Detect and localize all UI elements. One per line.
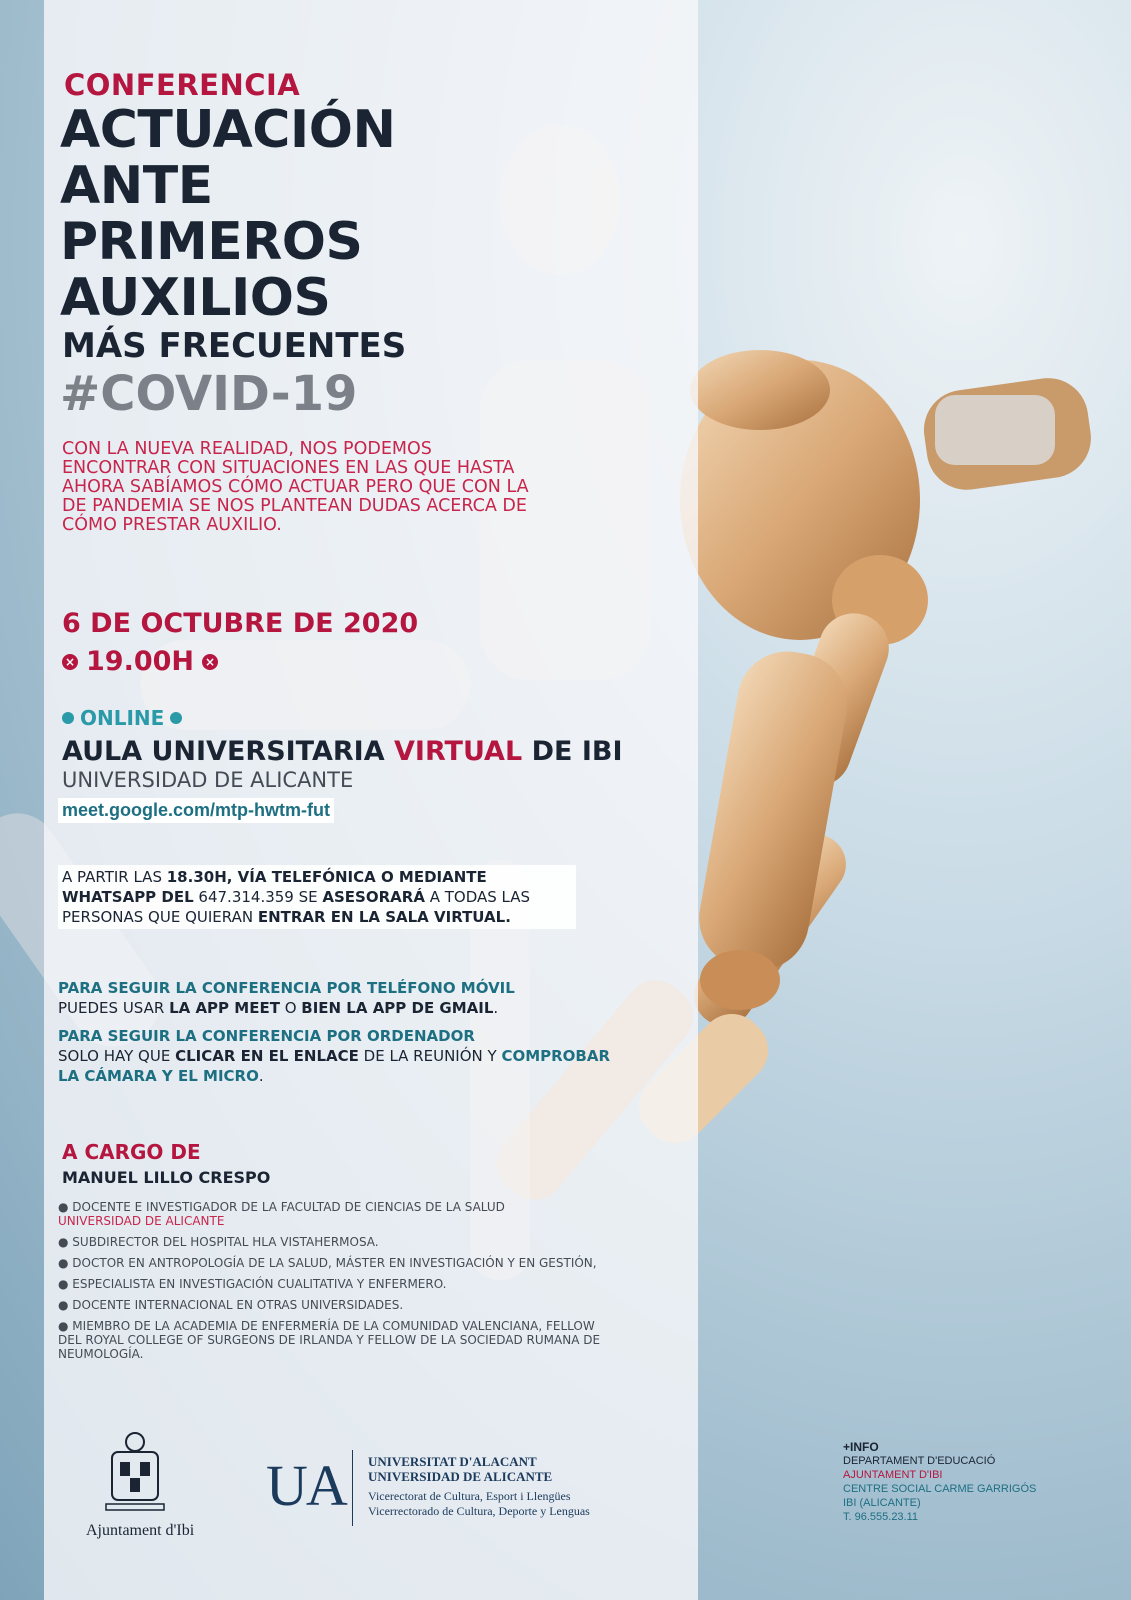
bio-item-text: DOCENTE E INVESTIGADOR DE LA FACULTAD DE CIENCIAS DE LA SALUD (72, 1200, 505, 1214)
title-line-2: ANTE (60, 156, 213, 216)
title-line-4: AUXILIOS (60, 268, 331, 328)
assist-p1: A PARTIR LAS (62, 868, 167, 886)
bio-item: ● DOCTOR EN ANTROPOLOGÍA DE LA SALUD, MÁSTER EN INVESTIGACIÓN Y EN GESTIÓN, (58, 1256, 618, 1270)
venue-part-1: AULA UNIVERSITARIA (62, 736, 395, 767)
assist-p5: A TODAS LAS PERSONAS QUE QUIERAN (62, 888, 531, 926)
ua-line-2: UNIVERSIDAD DE ALICANTE (368, 1469, 553, 1484)
computer-t2: CLICAR EN EL ENLACE (175, 1047, 359, 1065)
meet-link[interactable]: meet.google.com/mtp-hwtm-fut (58, 798, 334, 823)
computer-text (58, 1046, 618, 1086)
computer-t3: DE LA REUNIÓN Y (358, 1047, 502, 1065)
phone-t2: LA APP MEET (169, 999, 280, 1017)
event-date: 6 DE OCTUBRE DE 2020 (62, 608, 419, 639)
venue-part-3: DE IBI (522, 736, 623, 767)
dot-icon (62, 712, 74, 724)
online-text: ONLINE (80, 706, 165, 730)
online-label (62, 706, 182, 730)
bio-item: ● MIEMBRO DE LA ACADEMIA DE ENFERMERÍA DE LA COMUNIDAD VALENCIANA, FELLOW DEL ROYAL COLLEGE OF SURGEONS DE IRLANDA Y FELLOW DE LA SOCIEDAD RUMANA DE NEUMOLOGÍA. (58, 1319, 618, 1361)
venue-virtual: VIRTUAL (394, 736, 523, 767)
title-line-1: ACTUACIÓN (60, 100, 396, 160)
computer-t4: COMPROBAR LA CÁMARA Y EL MICRO (58, 1047, 611, 1085)
info-ajuntament: AJUNTAMENT D'IBI (843, 1469, 943, 1481)
ua-line-1: UNIVERSITAT D'ALACANT (368, 1454, 537, 1469)
assistance-info (58, 865, 576, 929)
bio-item: ● ESPECIALISTA EN INVESTIGACIÓN CUALITATIVA Y ENFERMERO. (58, 1277, 618, 1291)
assist-phone: 647.314.359 SE (193, 888, 323, 906)
computer-heading: PARA SEGUIR LA CONFERENCIA POR ORDENADOR (58, 1027, 475, 1045)
hashtag: #COVID-19 (60, 366, 358, 422)
computer-instructions (58, 1026, 618, 1086)
bio-item: ● DOCENTE INTERNACIONAL EN OTRAS UNIVERSIDADES. (58, 1298, 618, 1312)
bio-item-university: UNIVERSIDAD DE ALICANTE (58, 1214, 225, 1228)
dot-icon (170, 712, 182, 724)
speaker-bio-list (58, 1200, 618, 1368)
phone-heading: PARA SEGUIR LA CONFERENCIA POR TELÉFONO MÓVIL (58, 979, 515, 997)
assist-p2: 18.30H, VÍA TELEFÓNICA O MEDIANTE WHATSAPP DEL (62, 868, 487, 906)
bio-item: ● SUBDIRECTOR DEL HOSPITAL HLA VISTAHERMOSA. (58, 1235, 618, 1249)
ua-logo: UA (266, 1453, 346, 1518)
event-time (62, 646, 218, 677)
subtitle: MÁS FRECUENTES (62, 326, 407, 366)
x-dot-icon: × (62, 654, 78, 670)
assist-p4: ASESORARÁ (322, 888, 425, 906)
speaker-name: MANUEL LILLO CRESPO (62, 1168, 271, 1187)
divider (352, 1450, 353, 1526)
title-line-3: PRIMEROS (60, 212, 363, 272)
ua-line-3: Vicerectorat de Cultura, Esport i Llengües (368, 1489, 571, 1503)
phone-t3: O (279, 999, 302, 1017)
conference-kicker: CONFERENCIA (64, 68, 301, 102)
venue (62, 736, 623, 767)
computer-t5: . (258, 1067, 264, 1085)
event-time-value: 19.00H (86, 646, 194, 677)
speaker-label: A CARGO DE (62, 1140, 201, 1164)
intro-text: CON LA NUEVA REALIDAD, NOS PODEMOS ENCONTRAR CON SITUACIONES EN LAS QUE HASTA AHORA SABÍAMOS CÓMO ACTUAR PERO QUE CON LA DE PANDEMIA SE NOS PLANTEAN DUDAS ACERCA DE CÓMO PRESTAR AUXILIO. (62, 439, 529, 535)
phone-t4: BIEN LA APP DE GMAIL (301, 999, 494, 1017)
ibi-crest-icon (100, 1430, 170, 1520)
bio-item (58, 1200, 618, 1228)
ibi-label: Ajuntament d'Ibi (86, 1522, 195, 1539)
assist-p6: ENTRAR EN LA SALA VIRTUAL. (257, 908, 511, 926)
info-city: IBI (ALICANTE) (843, 1497, 921, 1509)
phone-text (58, 998, 618, 1018)
phone-t5: . (493, 999, 499, 1017)
info-phone: T. 96.555.23.11 (843, 1511, 919, 1523)
info-box (843, 1440, 1036, 1524)
phone-t1: PUEDES USAR (58, 999, 170, 1017)
phone-instructions (58, 978, 618, 1018)
ua-line-4: Vicerrectorado de Cultura, Deporte y Lenguas (368, 1504, 590, 1518)
computer-t1: SOLO HAY QUE (58, 1047, 176, 1065)
institution: UNIVERSIDAD DE ALICANTE (62, 768, 354, 792)
info-heading: +INFO (843, 1440, 879, 1454)
x-dot-icon: × (202, 654, 218, 670)
info-department: DEPARTAMENT D'EDUCACIÓ (843, 1455, 996, 1467)
info-centre: CENTRE SOCIAL CARME GARRIGÓS (843, 1483, 1037, 1495)
